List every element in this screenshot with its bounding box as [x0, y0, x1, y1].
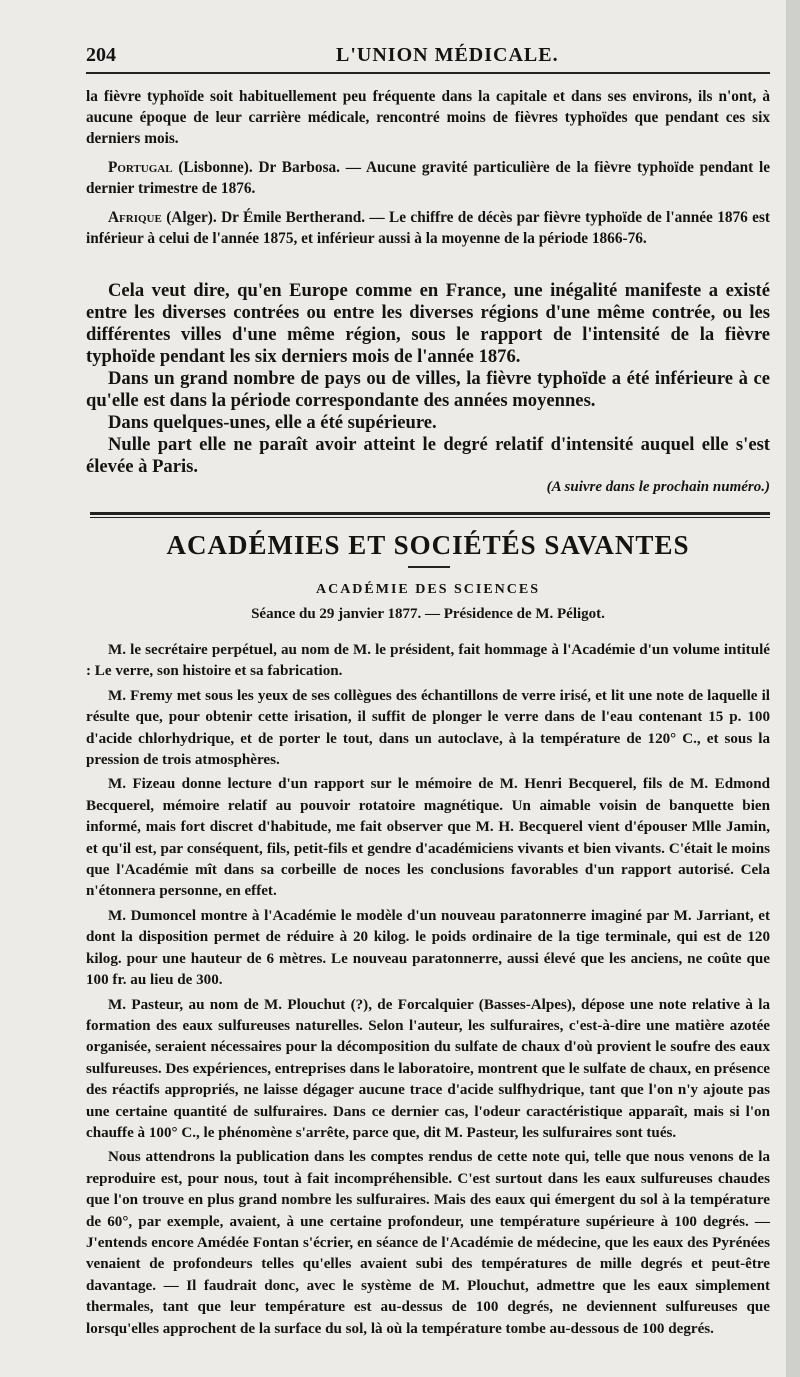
academy-heading: ACADÉMIE DES SCIENCES [315, 582, 541, 597]
place-name: Afrique [108, 209, 162, 226]
paragraph: M. Dumoncel montre à l'Académie le modèle d'un nouveau paratonnerre imaginé par M. Jarriant, et dont la disposition permet de réduire à 20 kilog. le poids ordinaire de la tige terminale, qui est de 120 kilog. pour une hauteur de 6 mètres. Le nouveau paratonnerre, aussi élevé que les anciens, ne coûte que 100 fr. au lieu de 300. [86, 907, 770, 989]
paragraph-afrique [86, 207, 770, 249]
header-rule [86, 72, 770, 74]
paragraph: la fièvre typhoïde soit habituellement peu fréquente dans la capitale et dans ses environs, ils n'ont, à aucune époque de leur carrière médicale, rencontré moins de fièvres typhoïdes que pendant ces six derniers mois. [86, 88, 770, 147]
running-title: L'UNION MÉDICALE. [336, 44, 559, 66]
paragraph-portugal [86, 157, 770, 199]
paragraph: Nous attendrons la publication dans les comptes rendus de cette note qui, telle que nous venons de la reproduire est, pour nous, tout à fait incompréhensible. C'est surtout dans les eaux sulfureuses chaudes que l'on trouve en plus grand nombre les sulfuraires. Mais des eaux qui émergent du sol à la température de 60°, par exemple, avaient, à une certaine profondeur, une température supérieure à 100 degrés. — J'entends encore Amédée Fontan s'écrier, en séance de l'Académie de médecine, que les eaux des Pyrénées venaient de profondeurs telles qu'elles avaient subi des températures de mille degrés et peut-être davantage. — Il faudrait donc, avec le système de M. Plouchut, admettre que les eaux simplement thermales, tant que leur température est au-dessus de 100 degrés, ne deviennent sulfureuses que lorsqu'elles approchent de la surface du sol, là où la température tombe au-dessous de 100 degrés. [86, 1149, 770, 1337]
section-title: ACADÉMIES ET SOCIÉTÉS SAVANTES [166, 530, 690, 560]
title-rule [408, 566, 450, 568]
session-heading: Séance du 29 janvier 1877. — Présidence de M. Péligot. [251, 606, 605, 622]
paragraph: M. Pasteur, au nom de M. Plouchut (?), de Forcalquier (Basses-Alpes), dépose une note relative à la formation des eaux sulfureuses naturelles. Selon l'auteur, les sulfuraires, c'est-à-dire une matière azotée organisée, seraient nécessaires pour la décomposition du sulfate de chaux d'où provient le soufre des eaux sulfureuses. Des expériences, entreprises dans le laboratoire, montrent que le sulfate de chaux, en présence des réactifs appropriés, ne laisse dégager aucune trace d'acide sulfhydrique, tant que l'on n'y ajoute pas une certaine quantité de sulfuraires. Dans ce dernier cas, l'odeur caractéristique apparaît, mais si l'on chauffe à 100° C., le phénomène s'arrête, parce que, dit M. Pasteur, les sulfuraires sont tués. [86, 996, 770, 1141]
paragraph-text: (Lisbonne). Dr Barbosa. — Aucune gravité particulière de la fièvre typhoïde pendant le dernier trimestre de 1876. [86, 159, 770, 197]
place-name: Portugal [108, 159, 173, 176]
page-edge [786, 0, 800, 1377]
to-be-continued: (A suivre dans le prochain numéro.) [546, 479, 770, 495]
paragraph: M. Fremy met sous les yeux de ses collègues des échantillons de verre irisé, et lit une note de laquelle il résulte que, pour obtenir cette irisation, il suffit de plonger le verre dans de l'eau contenant 15 p. 100 d'acide chlorhydrique, et de porter le tout, dans un autoclave, à la température de 120° C., et sous la pression de trois atmosphères. [86, 687, 770, 769]
paragraph: M. le secrétaire perpétuel, au nom de M. le président, fait hommage à l'Académie d'un volume intitulé : Le verre, son histoire et sa fabrication. [86, 642, 770, 680]
paragraph: Cela veut dire, qu'en Europe comme en France, une inégalité manifeste a existé entre les diverses contrées ou entre les diverses régions d'une même contrée, ou les différentes villes d'une même région, sous le rapport de l'intensité de la fièvre typhoïde pendant les six derniers mois de l'année 1876. [86, 280, 770, 367]
article-continuation [86, 86, 770, 249]
section-rule [90, 512, 770, 518]
page-number: 204 [86, 44, 116, 66]
paragraph: Dans un grand nombre de pays ou de villes, la fièvre typhoïde a été inférieure à ce qu'elle est dans la période correspondante des années moyennes. [86, 368, 770, 411]
paragraph: Dans quelques-unes, elle a été supérieure. [108, 412, 437, 433]
paragraph-text: (Alger). Dr Émile Bertherand. — Le chiffre de décès par fièvre typhoïde de l'année 1876 est inférieur à celui de l'année 1875, et inférieur aussi à la moyenne de la période 1866-76. [86, 209, 770, 247]
conclusion-section [86, 280, 770, 498]
paragraph: M. Fizeau donne lecture d'un rapport sur le mémoire de M. Henri Becquerel, fils de M. Edmond Becquerel, mémoire relatif au pouvoir rotatoire magnétique. Un aimable voisin de banquette bien informé, mais fort discret d'habitude, me fait observer que M. H. Becquerel vient d'épouser Mlle Jamin, et qu'il est, par conséquent, fils, petit-fils et gendre d'académiciens vivants et bien vivants. C'était le moins que l'Académie mît dans sa corbeille de noces les conclusions favorables d'un rapport autorisé. Cela n'étonnera personne, en effet. [86, 776, 770, 900]
session-minutes [86, 640, 770, 1340]
page-header [86, 40, 766, 74]
paragraph: Nulle part elle ne paraît avoir atteint le degré relatif d'intensité auquel elle s'est élevée à Paris. [86, 434, 770, 477]
